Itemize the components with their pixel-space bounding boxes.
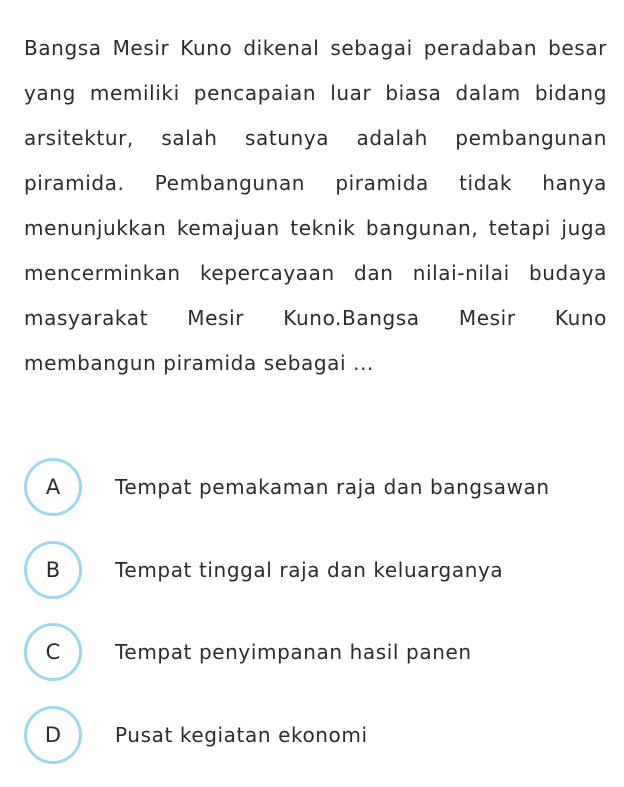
option-d-label: Pusat kegiatan ekonomi bbox=[115, 722, 368, 747]
answer-options bbox=[24, 457, 614, 787]
option-d-circle[interactable]: D bbox=[24, 706, 82, 764]
option-c[interactable] bbox=[24, 622, 614, 682]
option-b-label: Tempat tinggal raja dan keluarganya bbox=[115, 557, 504, 582]
option-b-circle[interactable]: B bbox=[24, 541, 82, 599]
option-a-label: Tempat pemakaman raja dan bangsawan bbox=[115, 475, 550, 499]
option-d[interactable] bbox=[24, 705, 614, 765]
option-c-circle[interactable]: C bbox=[24, 623, 82, 681]
question-text: Bangsa Mesir Kuno dikenal sebagai peradaban besar yang memiliki pencapaian luar biasa dalam bidang arsitektur, salah satunya adalah pembangunan piramida. Pembangunan piramida tidak hanya menunjukkan kemajuan teknik bangunan, tetapi juga mencerminkan kepercayaan dan nilai-nilai budaya masyarakat Mesir Kuno.Bangsa Mesir Kuno membangun piramida sebagai ... bbox=[24, 36, 607, 375]
option-b[interactable] bbox=[24, 540, 614, 600]
option-a-circle[interactable]: A bbox=[24, 458, 82, 516]
option-a[interactable] bbox=[24, 457, 614, 517]
option-c-label: Tempat penyimpanan hasil panen bbox=[115, 640, 472, 664]
